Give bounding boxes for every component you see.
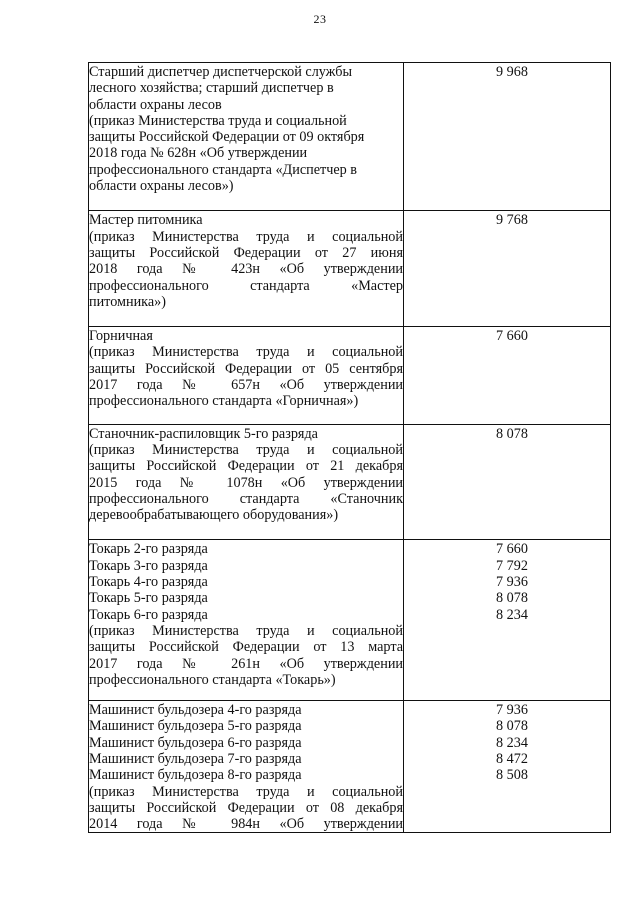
description-line: Машинист бульдозера 4-го разряда: [89, 702, 302, 719]
description-line: лесного хозяйства; старший диспетчер в: [89, 80, 334, 97]
value-cell: [404, 424, 611, 540]
salary-value: 7 660: [496, 328, 528, 345]
description-line: Токарь 6-го разряда: [89, 606, 208, 623]
value-list: [464, 328, 560, 344]
description-line: Токарь 3-го разряда: [89, 557, 208, 574]
description-line: защиты Российской Федерации от 27 июня: [89, 244, 403, 261]
description-line: профессионального стандарта «Горничная»): [89, 393, 359, 410]
description-line: Токарь 2-го разряда: [89, 541, 208, 558]
description-line: 2015 года № 1078н «Об утверждении: [89, 474, 403, 491]
salary-value: 8 078: [496, 590, 528, 607]
description-line: Токарь 4-го разряда: [89, 574, 208, 591]
description-line: защиты Российской Федерации от 05 сентября: [89, 360, 403, 377]
salary-value: 7 936: [496, 574, 528, 591]
description-cell: [89, 327, 404, 424]
page-number: 23: [313, 12, 327, 26]
value-list: [464, 426, 560, 442]
description-line: 2018 года № 628н «Об утверждении: [89, 145, 308, 162]
description-line: Старший диспетчер диспетчерской службы: [89, 64, 353, 80]
description-cell: [89, 701, 404, 833]
description-line: 2017 года № 261н «Об утверждении: [89, 655, 403, 672]
description-line: Машинист бульдозера 7-го разряда: [89, 750, 302, 767]
description-cell: [89, 63, 404, 211]
description-cell: [89, 540, 404, 701]
description-line: области охраны лесов: [89, 96, 222, 113]
description-line: деревообрабатывающего оборудования»): [89, 507, 339, 524]
value-list: [464, 64, 560, 80]
salary-value: 7 660: [496, 541, 528, 558]
description-line: профессионального стандарта «Диспетчер в: [89, 161, 357, 178]
description-line: 2018 года № 423н «Об утверждении: [89, 261, 403, 278]
description-cell: [89, 424, 404, 540]
description-line: Токарь 5-го разряда: [89, 590, 208, 607]
description-line: (приказ Министерства труда и социальной: [89, 228, 403, 245]
table-row: [89, 327, 611, 424]
salary-value: 7 792: [496, 557, 528, 574]
value-list: [464, 702, 560, 783]
description-line: профессионального стандарта «Станочник: [89, 490, 403, 507]
description-line: (приказ Министерства труда и социальной: [89, 622, 403, 639]
description-line: 2014 года № 984н «Об утверждении: [89, 816, 403, 833]
description-line: защиты Российской Федерации от 13 марта: [89, 639, 403, 656]
salary-value: 8 078: [496, 425, 528, 442]
salary-value: 8 234: [496, 606, 528, 623]
description-line: защиты Российской Федерации от 09 октября: [89, 129, 365, 146]
description-line: защиты Российской Федерации от 21 декабря: [89, 458, 403, 475]
salary-value: 8 508: [496, 767, 528, 784]
description-cell: [89, 211, 404, 327]
salary-value: 9 768: [496, 212, 528, 229]
description-line: защиты Российской Федерации от 08 декабря: [89, 799, 403, 816]
value-list: [464, 541, 560, 622]
description-line: области охраны лесов»): [89, 178, 234, 195]
salary-value: 9 968: [496, 64, 528, 80]
table-row: [89, 211, 611, 327]
table-row: [89, 424, 611, 540]
description-line: (приказ Министерства труда и социальной: [89, 112, 347, 129]
description-line: Мастер питомника: [89, 212, 203, 229]
description-line: (приказ Министерства труда и социальной: [89, 441, 403, 458]
description-line: Машинист бульдозера 5-го разряда: [89, 718, 302, 735]
description-line: 2017 года № 657н «Об утверждении: [89, 377, 403, 394]
value-cell: [404, 540, 611, 701]
table-row: [89, 540, 611, 701]
description-line: Машинист бульдозера 8-го разряда: [89, 767, 302, 784]
salary-value: 7 936: [496, 702, 528, 719]
table-row: [89, 701, 611, 833]
description-line: (приказ Министерства труда и социальной: [89, 344, 403, 361]
value-list: [464, 212, 560, 228]
table-body: [89, 63, 611, 833]
value-cell: [404, 701, 611, 833]
salary-value: 8 472: [496, 750, 528, 767]
salary-value: 8 234: [496, 734, 528, 751]
description-line: Машинист бульдозера 6-го разряда: [89, 734, 302, 751]
value-cell: [404, 63, 611, 211]
description-line: Горничная: [89, 328, 153, 345]
value-cell: [404, 327, 611, 424]
description-line: (приказ Министерства труда и социальной: [89, 783, 403, 800]
table-row: [89, 63, 611, 211]
description-line: Станочник-распиловщик 5-го разряда: [89, 425, 318, 442]
salary-value: 8 078: [496, 718, 528, 735]
description-line: питомника»): [89, 293, 166, 310]
description-line: профессионального стандарта «Мастер: [89, 277, 403, 294]
value-cell: [404, 211, 611, 327]
salary-table: [88, 62, 611, 833]
description-line: профессионального стандарта «Токарь»): [89, 671, 336, 688]
